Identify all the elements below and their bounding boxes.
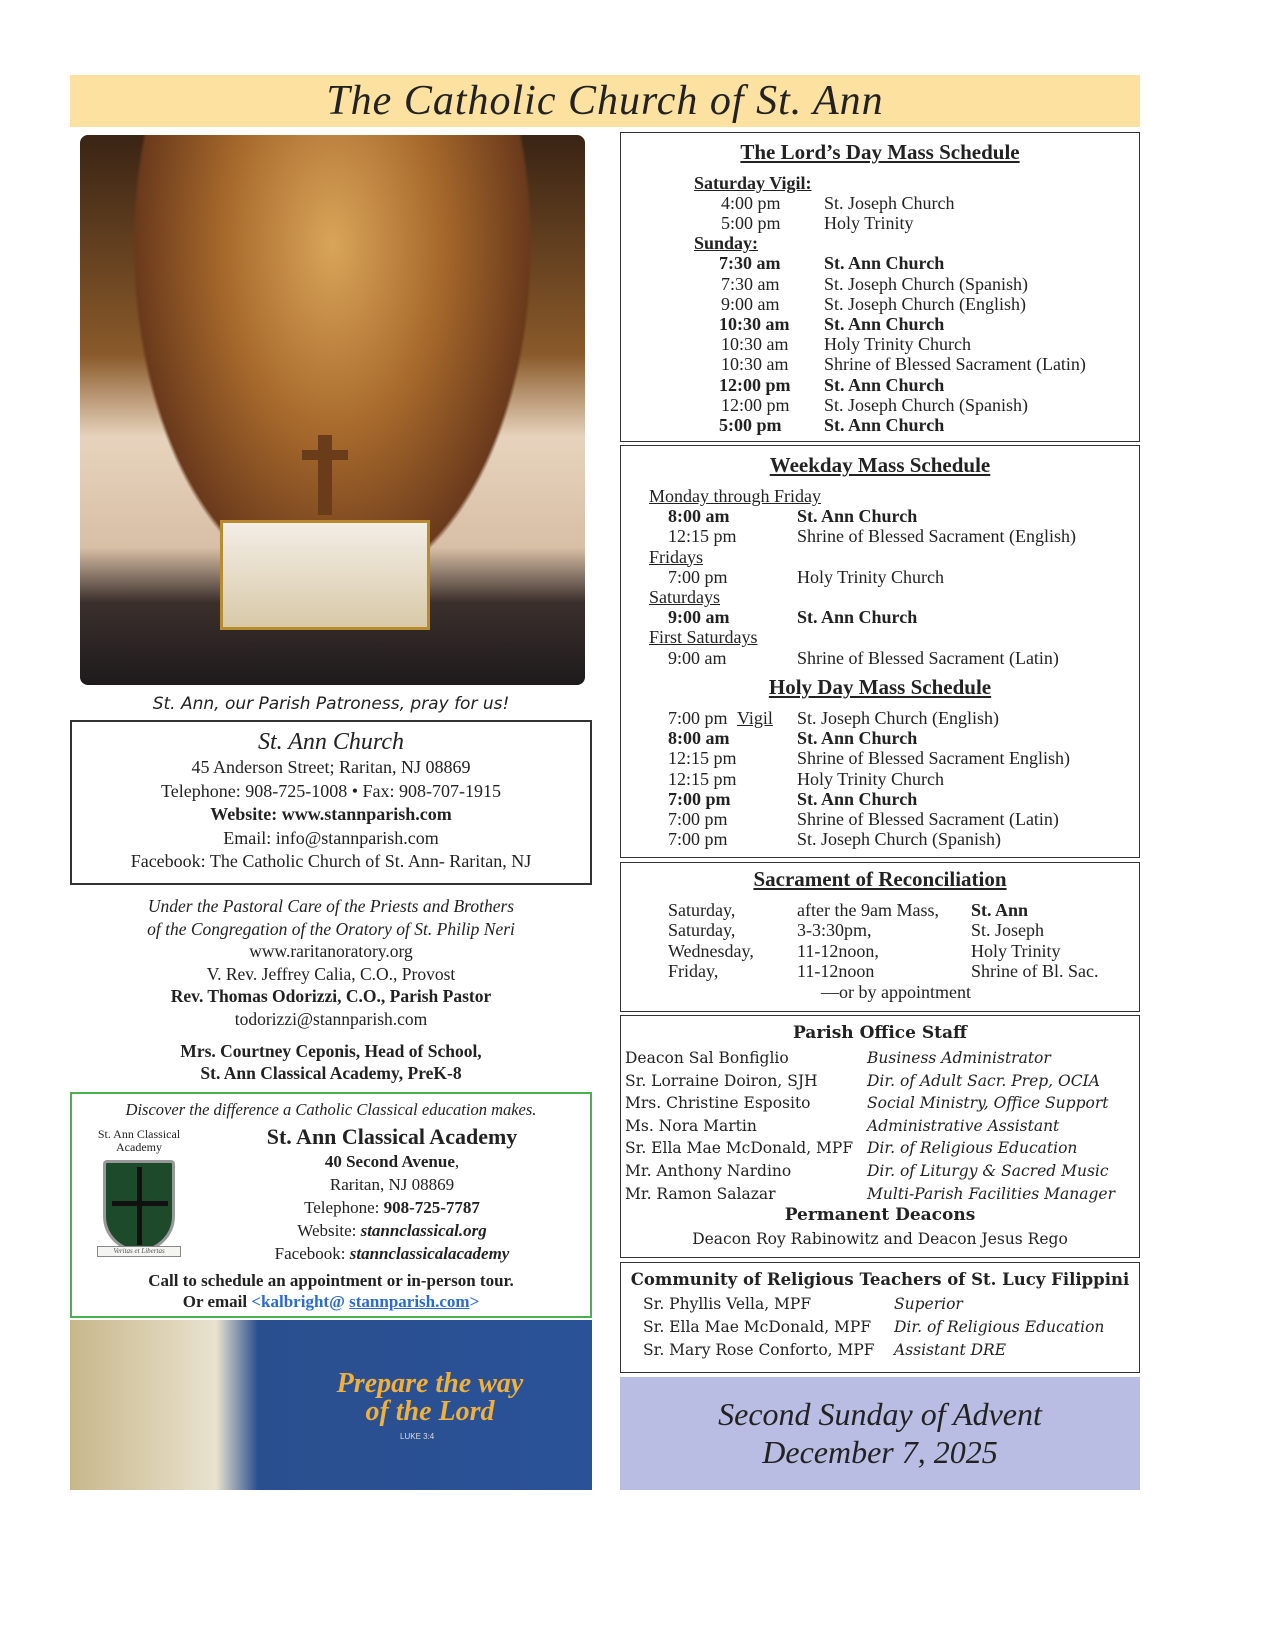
- academy-website[interactable]: stannclassical.org: [360, 1221, 487, 1240]
- banner-text: Prepare the way: [336, 1368, 524, 1399]
- staff-name: Ms. Nora Martin: [625, 1116, 757, 1135]
- photo-caption: St. Ann, our Parish Patroness, pray for us!: [152, 694, 510, 714]
- mass-time: 7:00 pm: [668, 829, 728, 850]
- group-label: Saturday Vigil:: [694, 173, 812, 193]
- mass-time: 12:15 pm: [668, 748, 737, 769]
- mass-time: 4:00 pm: [721, 193, 781, 213]
- staff-name: Sr. Lorraine Doiron, SJH: [625, 1071, 818, 1090]
- section-title: Sacrament of Reconciliation: [753, 867, 1007, 891]
- deacons: Deacon Roy Rabinowitz and Deacon Jesus Rego: [692, 1230, 1068, 1248]
- group-label: Saturdays: [649, 587, 720, 607]
- academy-crest-logo: [84, 1128, 194, 1278]
- section-title: Parish Office Staff: [792, 1023, 967, 1043]
- mass-location: St. Ann Church: [824, 253, 945, 274]
- mass-location: St. Ann Church: [797, 788, 918, 809]
- section-title: The Lord’s Day Mass Schedule: [740, 140, 1020, 164]
- deacons-title: Permanent Deacons: [784, 1205, 976, 1225]
- advent-banner-image: [70, 1320, 592, 1490]
- mass-location: St. Ann Church: [797, 607, 918, 628]
- label: Or email: [182, 1292, 252, 1311]
- church-facebook[interactable]: Facebook: The Catholic Church of St. Ann- Raritan, NJ: [130, 851, 532, 871]
- staff-role: Administrative Assistant: [867, 1116, 1060, 1135]
- group-label: Fridays: [649, 546, 703, 567]
- staff-role: Dir. of Liturgy & Sacred Music: [867, 1162, 1109, 1180]
- pastor-email[interactable]: todorizzi@stannparish.com: [234, 1008, 428, 1029]
- sister-name: Sr. Mary Rose Conforto, MPF: [643, 1341, 875, 1359]
- advent-date-box: [620, 1377, 1140, 1490]
- academy-city: Raritan, NJ 08869: [329, 1175, 455, 1194]
- mass-time: 9:00 am: [668, 647, 727, 668]
- mass-time: 12:00 pm: [721, 394, 790, 415]
- advent-title: Second Sunday of Advent: [718, 1396, 1042, 1432]
- mass-location: Shrine of Blessed Sacrament (Latin): [824, 354, 1086, 375]
- mass-location: St. Joseph Church (English): [824, 293, 1026, 314]
- mass-location: St. Joseph Church (English): [797, 708, 999, 728]
- mass-location: St. Ann Church: [797, 506, 918, 527]
- filippini-community: [620, 1262, 1140, 1373]
- mass-location: St. Joseph Church (Spanish): [824, 273, 1028, 294]
- academy-tagline: Discover the difference a Catholic Classical education makes.: [125, 1100, 537, 1119]
- mass-time: 12:15 pm: [668, 526, 737, 547]
- label: Facebook:: [274, 1244, 350, 1263]
- pastoral-care: [70, 895, 592, 1030]
- sister-role: Assistant DRE: [894, 1341, 1007, 1359]
- crest-text: St. Ann Classical Academy: [97, 1127, 181, 1154]
- mass-location: Shrine of Blessed Sacrament (English): [797, 526, 1076, 547]
- section-title: Community of Religious Teachers of St. Lucy Filippini: [630, 1270, 1130, 1289]
- mass-time: 7:00 pm: [668, 788, 731, 809]
- church-name: St. Ann Church: [257, 729, 404, 755]
- day: Saturday,: [668, 900, 736, 920]
- pastoral-line: Under the Pastoral Care of the Priests and Brothers: [147, 896, 515, 916]
- location: Shrine of Bl. Sac.: [971, 960, 1099, 981]
- mass-time: 10:30 am: [721, 354, 789, 375]
- church-phone: Telephone: 908-725-1008 • Fax: 908-707-1915: [161, 780, 501, 801]
- section-title: Weekday Mass Schedule: [769, 453, 991, 477]
- mass-time: 7:00 pm: [668, 809, 728, 829]
- mass-time: 7:30 am: [719, 253, 781, 274]
- banner-text: of the Lord: [365, 1396, 495, 1427]
- time: after the 9am Mass,: [797, 900, 939, 920]
- mass-time: 7:00 pm: [668, 566, 728, 587]
- academy-name: St. Ann Classical Academy: [266, 1124, 518, 1149]
- label: Telephone:: [304, 1198, 384, 1217]
- advent-date: December 7, 2025: [762, 1434, 998, 1470]
- mass-time: 9:00 am: [668, 607, 730, 628]
- staff-role: Dir. of Religious Education: [867, 1139, 1078, 1158]
- staff-name: Mr. Anthony Nardino: [625, 1162, 792, 1180]
- academy-phone: 908-725-7787: [383, 1198, 480, 1217]
- staff-name: Mrs. Christine Esposito: [625, 1094, 811, 1113]
- head-of-school: [70, 1040, 592, 1084]
- day: Wednesday,: [668, 940, 754, 961]
- mass-time: 10:30 am: [719, 314, 790, 334]
- head-line: Mrs. Courtney Ceponis, Head of School,: [180, 1041, 482, 1061]
- mass-location: St. Joseph Church (Spanish): [797, 829, 1001, 850]
- staff-role: Multi-Parish Facilities Manager: [867, 1184, 1116, 1203]
- academy-call: Call to schedule an appointment or in-person tour.: [148, 1271, 514, 1290]
- mass-time: 12:15 pm: [668, 768, 737, 789]
- day: Saturday,: [668, 920, 736, 941]
- pastor: Rev. Thomas Odorizzi, C.O., Parish Pastor: [170, 986, 492, 1006]
- mass-time: 8:00 am: [668, 728, 730, 749]
- email-link: >: [469, 1292, 480, 1311]
- crucifix-image: [318, 435, 332, 515]
- academy-facebook[interactable]: stannclassicalacademy: [349, 1244, 510, 1263]
- staff-role: Business Administrator: [867, 1049, 1051, 1067]
- group-label: Sunday:: [694, 233, 759, 254]
- lords-day-schedule: [620, 132, 1140, 442]
- mass-time: 8:00 am: [668, 506, 730, 527]
- sister-role: Superior: [894, 1295, 963, 1313]
- church-address: 45 Anderson Street; Raritan, NJ 08869: [191, 757, 471, 777]
- academy-box: Discover the difference a Catholic Classical education makes. St. Ann Classical Academy Veritas et Libertas St. Ann Classical Academy 40 Second Avenue, Raritan, NJ 08869 Telephone: 908-725-7787 Website: stannclassical.org Facebook: stannclassicalacademy Call to schedule an appointment or in-person tour. Or email <kalbright@ stannparish.com>: [70, 1092, 592, 1318]
- mass-time: 7:30 am: [721, 273, 780, 294]
- mass-time: 5:00 pm: [721, 213, 781, 234]
- academy-street: 40 Second Avenue: [324, 1152, 455, 1171]
- mass-location: Shrine of Blessed Sacrament (Latin): [797, 647, 1059, 668]
- mass-time: 7:00 pm: [668, 708, 728, 728]
- staff-role: Social Ministry, Office Support: [867, 1094, 1109, 1113]
- staff-name: Mr. Ramon Salazar: [625, 1184, 776, 1203]
- vigil-label: Vigil: [737, 708, 773, 728]
- provost: V. Rev. Jeffrey Calia, C.O., Provost: [206, 963, 456, 984]
- shield-icon: [103, 1160, 175, 1252]
- pastoral-line: of the Congregation of the Oratory of St. Philip Neri: [147, 918, 515, 939]
- mass-location: Holy Trinity Church: [797, 566, 945, 587]
- staff-name: Sr. Ella Mae McDonald, MPF: [625, 1139, 854, 1158]
- parish-office-staff: [620, 1015, 1140, 1258]
- mass-location: Holy Trinity Church: [797, 768, 945, 789]
- location: St. Ann: [971, 900, 1029, 920]
- time: 3-3:30pm,: [797, 920, 872, 941]
- mass-location: Shrine of Blessed Sacrament (Latin): [797, 809, 1059, 829]
- sister-name: Sr. Ella Mae McDonald, MPF: [643, 1318, 872, 1336]
- mass-location: St. Ann Church: [797, 728, 918, 749]
- time: 11-12noon,: [797, 940, 879, 961]
- mass-location: Holy Trinity Church: [824, 334, 972, 355]
- mass-time: 10:30 am: [721, 334, 789, 355]
- mass-location: St. Joseph Church (Spanish): [824, 394, 1028, 415]
- reconciliation: [620, 862, 1140, 1012]
- day: Friday,: [668, 960, 719, 981]
- church-info-box: [70, 720, 592, 885]
- staff-role: Dir. of Adult Sacr. Prep, OCIA: [867, 1071, 1100, 1090]
- crucifix-bar: [302, 450, 348, 460]
- location: Holy Trinity: [971, 940, 1061, 961]
- weekday-schedule: [620, 445, 1140, 858]
- label: Website:: [297, 1221, 361, 1240]
- mass-location: Shrine of Blessed Sacrament English): [797, 748, 1070, 769]
- reconciliation-note: —or by appointment: [821, 982, 971, 1002]
- mass-location: St. Joseph Church: [824, 193, 955, 213]
- church-email[interactable]: Email: info@stannparish.com: [223, 827, 439, 848]
- banner-ref: LUKE 3:4: [400, 1432, 435, 1441]
- staff-name: Deacon Sal Bonfiglio: [625, 1049, 789, 1067]
- sister-name: Sr. Phyllis Vella, MPF: [643, 1295, 812, 1313]
- group-label: First Saturdays: [649, 627, 758, 648]
- holy-day-title: Holy Day Mass Schedule: [768, 675, 992, 699]
- church-website[interactable]: Website: www.stannparish.com: [210, 804, 452, 824]
- crest-motto-ribbon: Veritas et Libertas: [97, 1246, 181, 1257]
- mass-location: St. Ann Church: [824, 374, 945, 395]
- altar-image: [220, 520, 430, 630]
- oratory-website[interactable]: www.raritanoratory.org: [249, 941, 413, 961]
- sister-role: Dir. of Religious Education: [894, 1318, 1105, 1336]
- mass-time: 9:00 am: [721, 293, 780, 314]
- time: 11-12noon: [797, 960, 875, 981]
- location: St. Joseph: [971, 920, 1045, 941]
- group-label: Monday through Friday: [649, 486, 821, 506]
- email-link[interactable]: <kalbright@: [251, 1292, 350, 1311]
- mass-location: St. Ann Church: [824, 314, 945, 334]
- head-line: St. Ann Classical Academy, PreK-8: [200, 1063, 462, 1083]
- mass-location: Holy Trinity: [824, 213, 914, 234]
- mass-location: St. Ann Church: [824, 415, 945, 435]
- mass-time: 12:00 pm: [719, 374, 791, 395]
- page-title: The Catholic Church of St. Ann: [70, 75, 1140, 127]
- mass-time: 5:00 pm: [719, 415, 782, 435]
- email-link[interactable]: stannparish.com: [349, 1292, 470, 1311]
